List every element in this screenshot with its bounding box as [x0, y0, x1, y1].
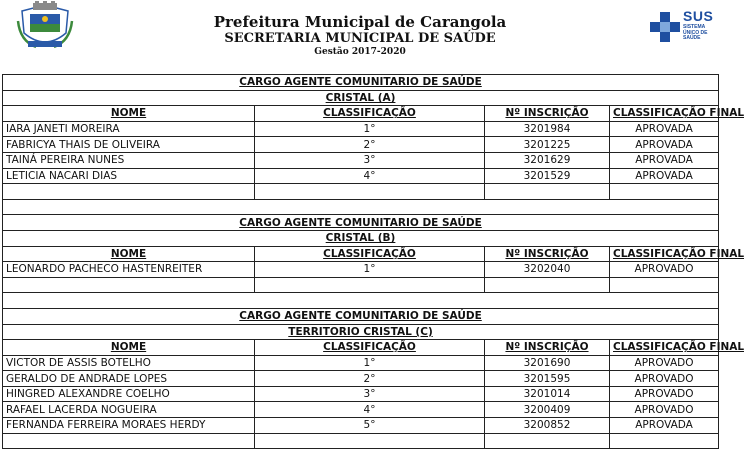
candidate-name: LEONARDO PACHECO HASTENREITER	[3, 262, 255, 278]
final-classification: APROVADO	[610, 355, 719, 371]
municipal-crest-icon	[16, 1, 74, 53]
spacer-cell	[3, 199, 719, 215]
column-header: CLASSIFICAÇÃO	[255, 246, 485, 262]
column-header: CLASSIFICAÇÃO	[255, 340, 485, 356]
candidate-name: FERNANDA FERREIRA MORAES HERDY	[3, 418, 255, 434]
results-table	[2, 74, 744, 449]
empty-cell	[3, 433, 255, 449]
final-classification: APROVADA	[610, 418, 719, 434]
classification-rank: 4°	[255, 402, 485, 418]
empty-cell	[610, 184, 719, 200]
document-header	[0, 0, 720, 68]
classification-rank: 1°	[255, 262, 485, 278]
column-header: CLASSIFICAÇÃO FINAL	[610, 106, 719, 122]
section-cargo-title: CARGO AGENTE COMUNITARIO DE SAÚDE	[3, 308, 719, 324]
candidate-name: HINGRED ALEXANDRE COELHO	[3, 386, 255, 402]
header-term: Gestão 2017-2020	[314, 47, 406, 57]
classification-rank: 1°	[255, 121, 485, 137]
classification-rank: 1°	[255, 355, 485, 371]
empty-cell	[610, 277, 719, 293]
sus-logo-tagline: SISTEMA ÚNICO DE SAÚDE	[683, 24, 708, 41]
header-titles	[140, 14, 580, 58]
registration-number: 3201629	[485, 152, 610, 168]
empty-cell	[610, 433, 719, 449]
table-row	[3, 152, 719, 168]
section-cargo-row	[3, 75, 719, 91]
column-header-row	[3, 340, 719, 356]
table-row	[3, 386, 719, 402]
registration-number: 3201690	[485, 355, 610, 371]
column-header: Nº INSCRIÇÃO	[485, 106, 610, 122]
classification-rank: 4°	[255, 168, 485, 184]
classification-rank: 2°	[255, 137, 485, 153]
sus-logo	[650, 8, 712, 48]
classification-rank: 3°	[255, 386, 485, 402]
final-classification: APROVADO	[610, 262, 719, 278]
empty-cell	[485, 277, 610, 293]
candidate-name: VICTOR DE ASSIS BOTELHO	[3, 355, 255, 371]
candidate-name: LETICIA NACARI DIAS	[3, 168, 255, 184]
table-row	[3, 137, 719, 153]
header-subtitle: SECRETARIA MUNICIPAL DE SAÚDE	[224, 31, 496, 46]
empty-cell	[255, 433, 485, 449]
column-header: NOME	[3, 246, 255, 262]
column-header: CLASSIFICAÇÃO	[255, 106, 485, 122]
table-row	[3, 402, 719, 418]
column-header-row	[3, 106, 719, 122]
section-area-row	[3, 230, 719, 246]
section-spacer-row	[3, 199, 719, 215]
classification-rank: 2°	[255, 371, 485, 387]
section-cargo-title: CARGO AGENTE COMUNITARIO DE SAÚDE	[3, 75, 719, 91]
blank-row	[3, 277, 719, 293]
section-area-title: TERRITORIO CRISTAL (C)	[3, 324, 719, 340]
registration-number: 3202040	[485, 262, 610, 278]
column-header: CLASSIFICAÇÃO FINAL	[610, 246, 719, 262]
column-header: Nº INSCRIÇÃO	[485, 340, 610, 356]
table-row	[3, 121, 719, 137]
classification-rank: 5°	[255, 418, 485, 434]
registration-number: 3200409	[485, 402, 610, 418]
sus-logo-text: SUS	[683, 8, 714, 24]
registration-number: 3200852	[485, 418, 610, 434]
header-title: Prefeitura Municipal de Carangola	[213, 13, 507, 31]
final-classification: APROVADA	[610, 137, 719, 153]
column-header-row	[3, 246, 719, 262]
registration-number: 3201014	[485, 386, 610, 402]
section-area-title: CRISTAL (B)	[3, 230, 719, 246]
table-row	[3, 371, 719, 387]
section-cargo-title: CARGO AGENTE COMUNITARIO DE SAÚDE	[3, 215, 719, 231]
column-header: NOME	[3, 106, 255, 122]
empty-cell	[255, 184, 485, 200]
table-row	[3, 355, 719, 371]
column-header: CLASSIFICAÇÃO FINAL	[610, 340, 719, 356]
final-classification: APROVADA	[610, 121, 719, 137]
spacer-cell	[3, 293, 719, 309]
empty-cell	[255, 277, 485, 293]
final-classification: APROVADO	[610, 371, 719, 387]
section-area-title: CRISTAL (A)	[3, 90, 719, 106]
section-cargo-row	[3, 215, 719, 231]
candidate-name: RAFAEL LACERDA NOGUEIRA	[3, 402, 255, 418]
candidate-name: FABRICYA THAIS DE OLIVEIRA	[3, 137, 255, 153]
sus-cross-icon	[650, 12, 682, 46]
column-header: NOME	[3, 340, 255, 356]
registration-number: 3201984	[485, 121, 610, 137]
table-row	[3, 262, 719, 278]
candidate-name: TAINÁ PEREIRA NUNES	[3, 152, 255, 168]
final-classification: APROVADO	[610, 386, 719, 402]
section-cargo-row	[3, 308, 719, 324]
section-area-row	[3, 324, 719, 340]
final-classification: APROVADA	[610, 168, 719, 184]
blank-row	[3, 184, 719, 200]
candidate-name: IARA JANETI MOREIRA	[3, 121, 255, 137]
final-classification: APROVADO	[610, 402, 719, 418]
results-table-body	[3, 75, 744, 449]
blank-row	[3, 433, 719, 449]
empty-cell	[485, 184, 610, 200]
final-classification: APROVADA	[610, 152, 719, 168]
registration-number: 3201225	[485, 137, 610, 153]
registration-number: 3201595	[485, 371, 610, 387]
section-spacer-row	[3, 293, 719, 309]
column-header: Nº INSCRIÇÃO	[485, 246, 610, 262]
table-row	[3, 418, 719, 434]
empty-cell	[3, 277, 255, 293]
empty-cell	[3, 184, 255, 200]
section-area-row	[3, 90, 719, 106]
classification-rank: 3°	[255, 152, 485, 168]
empty-cell	[485, 433, 610, 449]
candidate-name: GERALDO DE ANDRADE LOPES	[3, 371, 255, 387]
table-row	[3, 168, 719, 184]
registration-number: 3201529	[485, 168, 610, 184]
